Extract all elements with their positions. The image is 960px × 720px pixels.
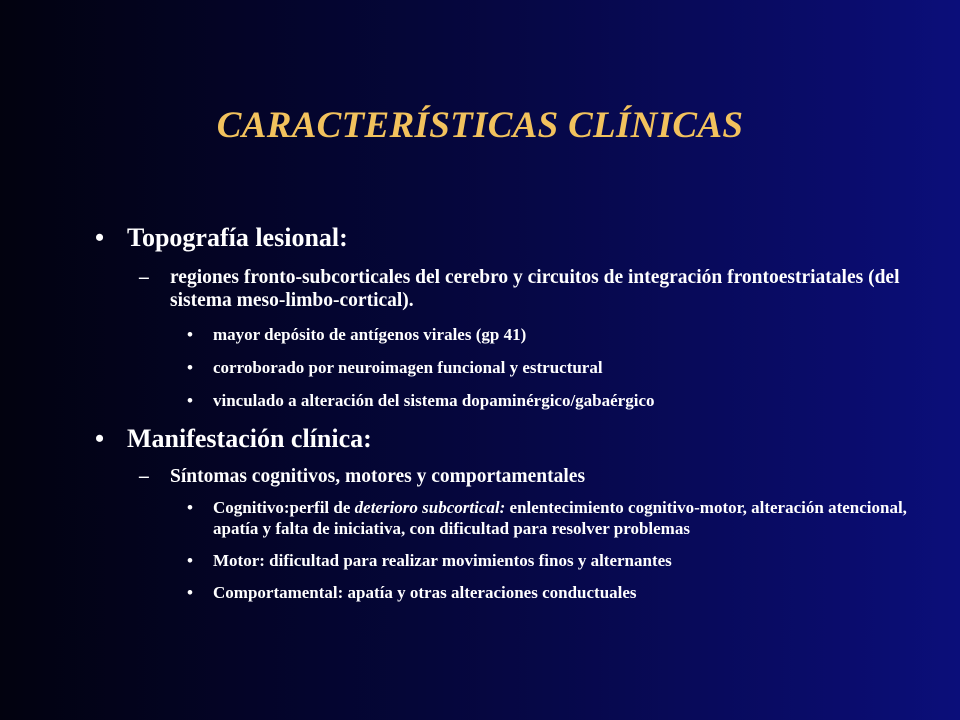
bullet-icon: •	[187, 325, 193, 344]
bullet-icon: •	[187, 498, 193, 517]
list-item-prefix: Cognitivo:perfil de	[213, 498, 355, 517]
list-item	[95, 550, 935, 571]
list-item	[95, 357, 935, 378]
slide-title: CARACTERÍSTICAS CLÍNICAS	[216, 105, 744, 146]
subheading-label: Síntomas cognitivos, motores y comportamentales	[170, 466, 586, 487]
subheading-regiones	[95, 266, 935, 312]
list-item	[95, 390, 935, 411]
bullet-icon: •	[187, 583, 193, 602]
list-item	[95, 582, 935, 603]
dash-icon: –	[139, 267, 149, 288]
list-item-label: corroborado por neuroimagen funcional y estructural	[213, 358, 603, 377]
bullet-icon: •	[95, 223, 105, 252]
list-item-cognitivo	[95, 497, 935, 539]
section-heading-label: Topografía lesional:	[127, 223, 348, 252]
bullet-icon: •	[187, 358, 193, 377]
bullet-icon: •	[187, 551, 193, 570]
list-item	[95, 324, 935, 345]
bullet-icon: •	[187, 391, 193, 410]
section-heading-manifestacion	[95, 423, 935, 455]
bullet-icon: •	[95, 424, 105, 453]
list-item-emphasis: deterioro subcortical:	[354, 498, 506, 517]
section-heading-label: Manifestación clínica:	[127, 424, 372, 453]
slide-content	[95, 222, 935, 603]
list-item-suffix: enlentecimiento cognitivo-motor, alteración atencional, apatía y falta de iniciativa, con dificultad para resolver problemas	[213, 498, 907, 538]
list-item-label: mayor depósito de antígenos virales (gp 41)	[213, 325, 527, 344]
section-heading-topografia	[95, 222, 935, 254]
list-item-label: Comportamental: apatía y otras alteraciones conductuales	[213, 583, 637, 602]
list-item-label: Motor: dificultad para realizar movimientos finos y alternantes	[213, 551, 672, 570]
subheading-label: regiones fronto-subcorticales del cerebro y circuitos de integración frontoestriatales (del sistema meso-limbo-cortical).	[170, 267, 900, 311]
subheading-sintomas	[95, 465, 935, 488]
dash-icon: –	[139, 466, 149, 487]
list-item-label: vinculado a alteración del sistema dopaminérgico/gabaérgico	[213, 391, 655, 410]
